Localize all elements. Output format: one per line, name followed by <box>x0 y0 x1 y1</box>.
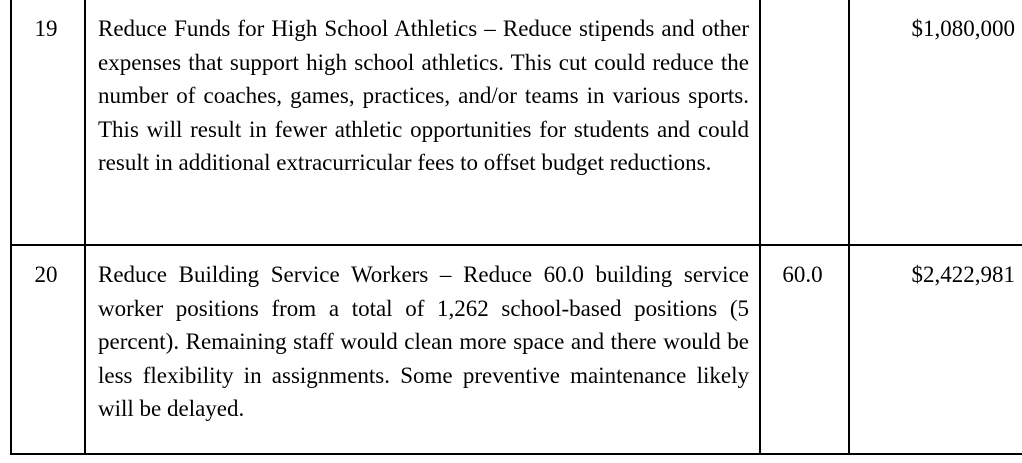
row-amount: $1,080,000 <box>911 16 1015 41</box>
fte-cell <box>760 0 849 245</box>
description-cell <box>85 0 760 245</box>
table-row <box>11 0 1022 245</box>
row-number-cell <box>11 0 85 245</box>
description-cell <box>85 245 760 454</box>
row-fte <box>761 0 848 12</box>
row-number: 19 <box>34 16 58 41</box>
row-amount: $2,422,981 <box>911 262 1015 287</box>
amount-cell <box>849 245 1022 454</box>
row-fte: 60.0 <box>782 262 823 287</box>
fte-cell <box>760 245 849 454</box>
budget-reduction-table <box>10 0 1022 455</box>
row-number: 20 <box>34 262 58 287</box>
table-row <box>11 245 1022 454</box>
amount-cell <box>849 0 1022 245</box>
row-number-cell <box>11 245 85 454</box>
row-description: Reduce Funds for High School Athletics – Reduce stipends and other expenses that support high school athletics. This cut could reduce the number of coaches, games, practices, and/or teams in various sports. This will result in fewer athletic opportunities for students and could result in additional extracurricular fees to offset budget reductions. <box>98 16 749 175</box>
row-description: Reduce Building Service Workers – Reduce 60.0 building service worker positions from a total of 1,262 school-based positions (5 percent). Remaining staff would clean more space and there would be less flexibility in assignments. Some preventive maintenance likely will be delayed. <box>98 262 749 421</box>
